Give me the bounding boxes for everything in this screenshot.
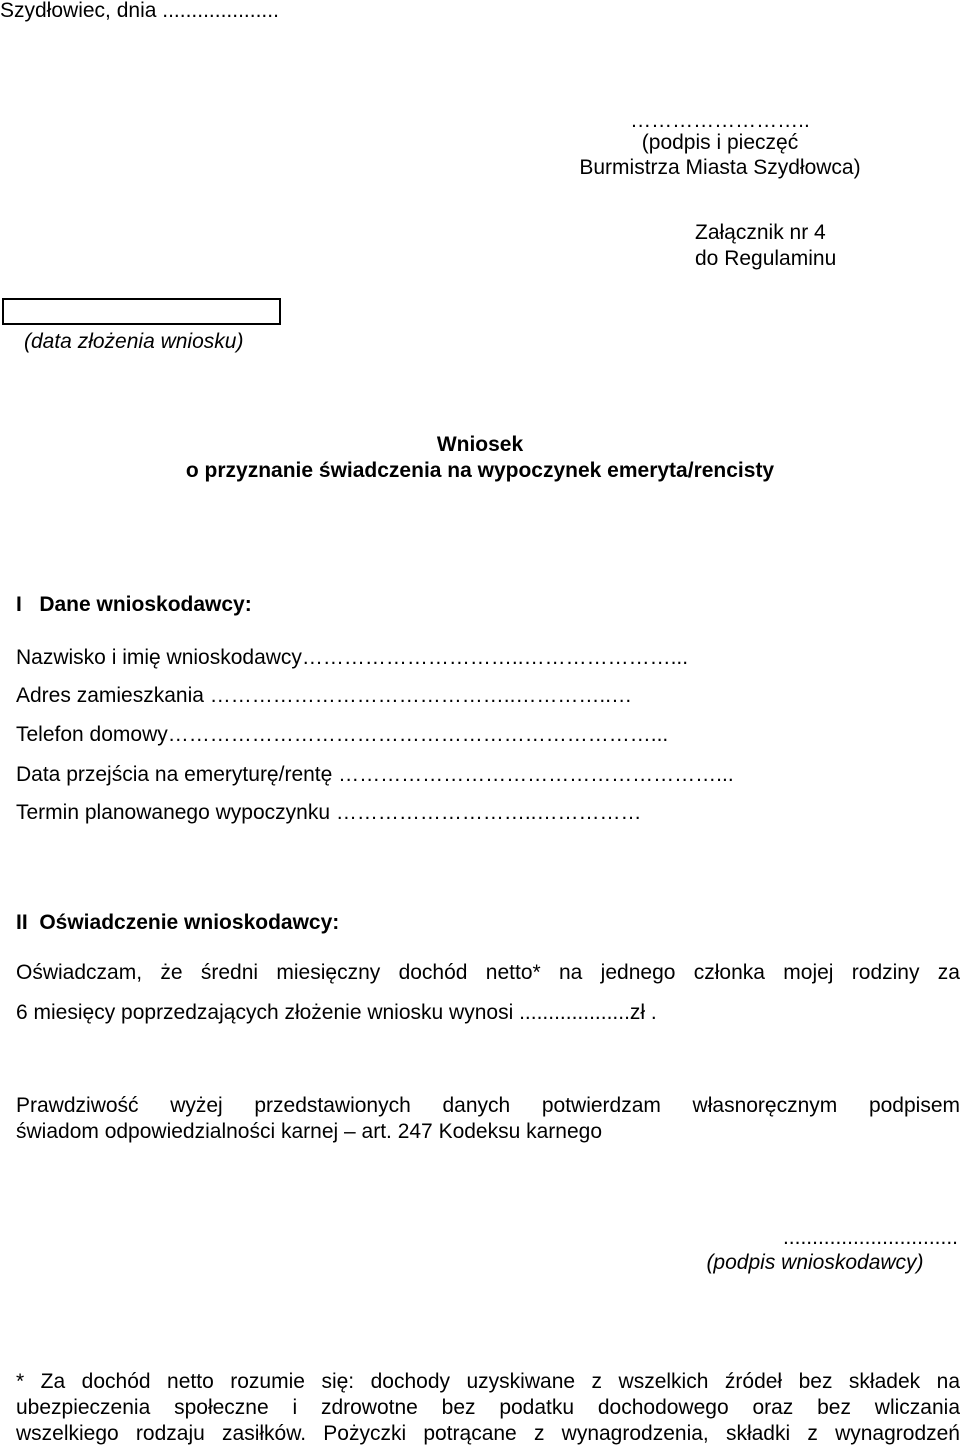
field-applicant-name-label: Nazwisko i imię wnioskodawcy (16, 646, 302, 669)
income-statement-line2: 6 miesięcy poprzedzających złożenie wniosku wynosi ...................zł . (16, 1001, 657, 1024)
footnote-line2: ubezpieczenia społeczne i zdrowotne bez podatku dochodowego oraz bez wliczania (16, 1396, 960, 1419)
mayor-signature-caption-line1: (podpis i pieczęć (641, 131, 799, 154)
footnote-line1: * Za dochód netto rozumie się: dochody uzyskiwane z wszelkich źródeł bez składek na (16, 1370, 960, 1393)
field-retirement-date-label: Data przejścia na emeryturę/rentę (16, 763, 333, 786)
section2-heading: II Oświadczenie wnioskodawcy: (16, 911, 340, 934)
income-statement-line1: Oświadczam, że średni miesięczny dochód netto* na jednego członka mojej rodziny za (16, 961, 960, 984)
field-vacation-term[interactable] (16, 800, 960, 830)
field-retirement-date-dots: ………………………………………………... (332, 763, 734, 786)
field-address-label: Adres zamieszkania (16, 684, 204, 707)
certification-line1: Prawdziwość wyżej przedstawionych danych potwierdzam własnoręcznym podpisem (16, 1094, 960, 1117)
footnote-line3: wszelkiego rodzaju zasiłków. Pożyczki potrącane z wynagrodzenia, składki z wynagrodzeń (16, 1422, 960, 1445)
submission-date-caption: (data złożenia wniosku) (24, 330, 244, 353)
field-applicant-name-dots: …………………………..…………………... (301, 646, 689, 669)
field-vacation-term-dots: ………………………..…………… (330, 801, 642, 824)
mayor-signature-caption-line2: Burmistrza Miasta Szydłowca) (579, 156, 861, 179)
field-retirement-date[interactable] (16, 762, 960, 792)
submission-date-field[interactable] (2, 298, 281, 325)
field-home-phone-dots: ……………………………………………………………... (167, 723, 669, 746)
field-applicant-name[interactable] (16, 645, 960, 675)
field-home-phone-label: Telefon domowy (16, 723, 168, 746)
section1-heading: I Dane wnioskodawcy: (16, 593, 252, 616)
place-date-line: Szydłowiec, dnia .................... (0, 0, 279, 22)
certification-line2: świadom odpowiedzialności karnej – art. 247 Kodeksu karnego (16, 1120, 603, 1143)
field-address[interactable] (16, 683, 960, 713)
applicant-signature-dots: .............................. (782, 1226, 958, 1249)
attachment-number: Załącznik nr 4 (695, 221, 826, 244)
field-address-dots: ……………………………………..…………..… (203, 684, 638, 707)
attachment-regulation: do Regulaminu (695, 247, 837, 270)
document-subtitle: o przyznanie świadczenia na wypoczynek emeryta/rencisty (185, 459, 775, 482)
field-vacation-term-label: Termin planowanego wypoczynku (16, 801, 331, 824)
field-home-phone[interactable] (16, 722, 960, 752)
document-title: Wniosek (436, 433, 524, 456)
mayor-signature-dots: …………………….. (630, 109, 810, 132)
applicant-signature-caption: (podpis wnioskodawcy) (706, 1251, 924, 1274)
